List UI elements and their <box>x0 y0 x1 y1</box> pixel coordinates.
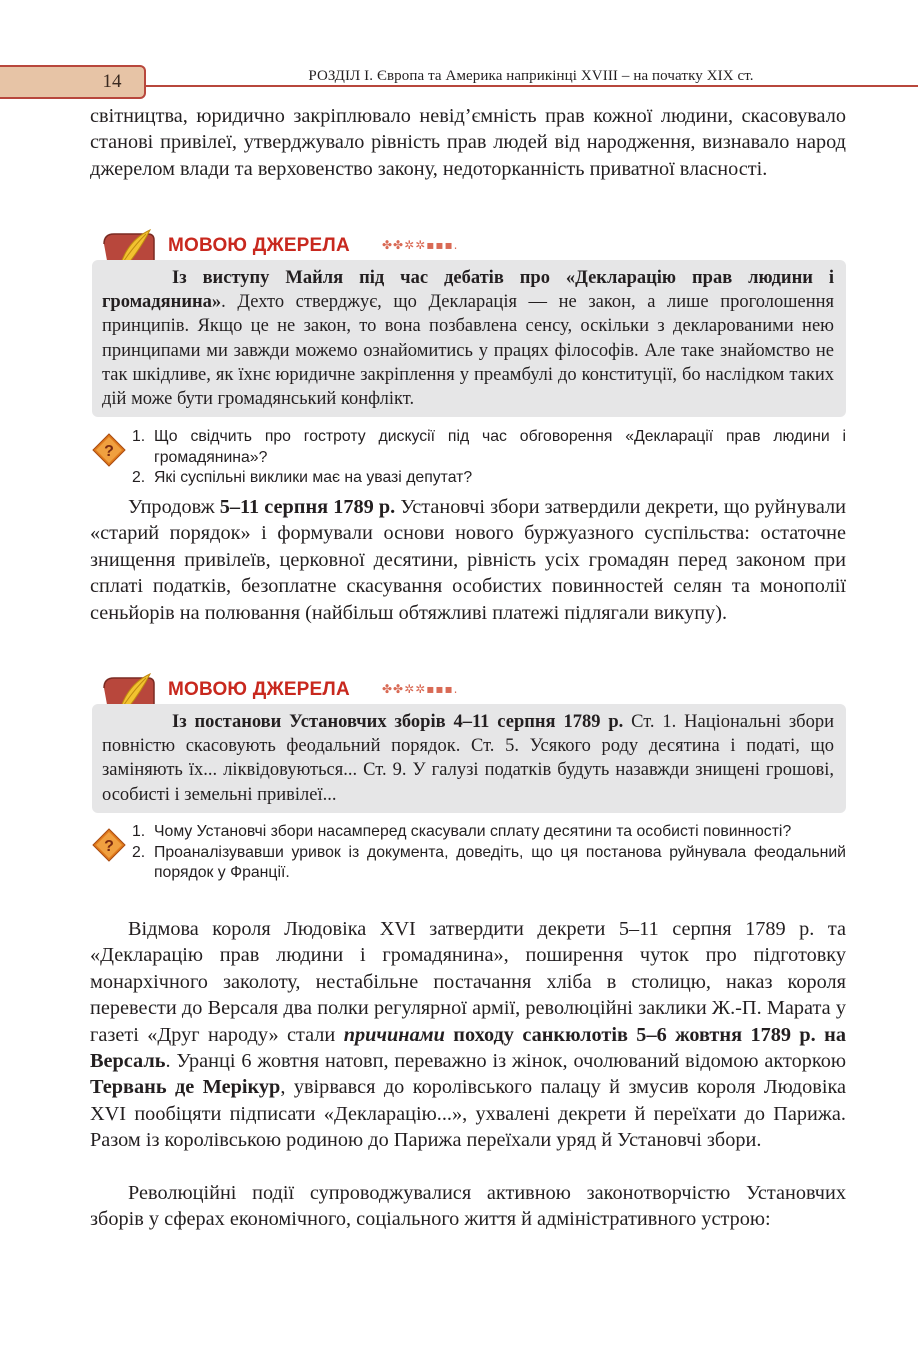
source-text: Ст. 1. Національні збори повністю скасовують феодальний порядок. Ст. 5. Усякого роду десятина і податі, що заміняють їх... ліквідовуються... Ст. 9. У галузі податків будуть назавжди знищені грошові, особисті і земельні привілеї... <box>102 712 834 805</box>
svg-text:?: ? <box>104 443 114 460</box>
ornament-dots: ✤✤✲✲▪▪▪. <box>382 238 459 252</box>
source-label: МОВОЮ ДЖЕРЕЛА <box>168 235 350 256</box>
running-header-title: РОЗДІЛ І. Європа та Америка наприкінці XVIII – на початку XIX ст. <box>308 68 754 84</box>
question-diamond-icon <box>92 433 126 467</box>
source-text: . Дехто стверджує, що Декларація — не закон, а лише проголошення принципів. Якщо це не закон, то вона позбавлена сенсу, оскільки з декларованими нею принципами ми завжди можемо ознайомитись у працях філософів. Але таке знайомство не так шкідливе, як їхнє юридичне закріплення у преамбулі до конституції, бо наслідком таких дій може бути громадянський конфлікт. <box>102 292 834 410</box>
list-item: 1. Чому Установчі збори насамперед скасували сплату десятини та особисті повинності? <box>132 823 792 840</box>
source-quote-box-2 <box>92 704 846 813</box>
emphasis-causes: причинами <box>343 1023 445 1046</box>
intro-text: світництва, юридично закріплювало невід’ємність прав кожної людини, скасовувало станові привілеї, утверджувало рівність прав людей від народження, визнавало народ джерелом влади та верховенство закону, недоторканність приватної власності. <box>90 105 846 180</box>
list-item: 1. Що свідчить про гостроту дискусії під час обговорення «Декларації прав людини і громадянина»? <box>132 428 846 466</box>
source-title: Із виступу Майля під час дебатів про «Декларацію прав людини і громадянина» <box>102 268 834 313</box>
bold-march: походу санкюлотів 5–6 жовтня 1789 р. на Версаль <box>90 1023 846 1073</box>
paragraph-3: Відмова короля Людовіка XVI затвердити декрети 5–11 серпня 1789 р. та «Декларацію прав людини і громадянина», поширення чуток про підготовку монархічного заколоту, нестабільне постачання хліба в столицю, наказ короля перевести до Версаля два полки регулярної армії, революційні заклики Ж.-П. Марата у газеті «Друг народу» стали причинами походу санкюлотів 5–6 жовтня 1789 р. на Версаль. Уранці 6 жовтня натовп, переважно із жінок, очолюваний відомою акторкою Тервань де Мерікур, увірвався до королівського палацу й змусив короля Людовіка XVI пообіцяти підписати «Декларацію...», ухвалені декрети й переїхати до Парижа. Разом із королівською родиною до Парижа переїхали уряд й Установчі збори. <box>90 918 846 1152</box>
source-quote-box-1 <box>92 260 846 417</box>
page-number: 14 <box>102 71 122 92</box>
list-item: 2. Проаналізувавши уривок із документа, доведіть, що ця постанова руйнувала феодальний порядок у Франції. <box>132 843 846 881</box>
ornament-dots: ✤✤✲✲▪▪▪. <box>382 682 459 696</box>
svg-text:?: ? <box>104 838 114 855</box>
list-item: 2. Які суспільні виклики має на увазі депутат? <box>132 469 473 486</box>
source-label: МОВОЮ ДЖЕРЕЛА <box>168 679 350 700</box>
intro-paragraph <box>90 103 846 182</box>
source-title: Із постанови Установчих зборів 4–11 серпня 1789 р. <box>172 712 624 732</box>
date-highlight: 5–11 серпня 1789 р. <box>219 496 396 518</box>
paragraph-4: Революційні події супроводжувалися активною законотворчістю Установчих зборів у сферах економічного, соціального життя й адміністративного устрою: <box>90 1182 846 1231</box>
bold-name: Тервань де Мерікур <box>90 1076 281 1099</box>
questions-block-1 <box>92 427 846 489</box>
paragraph-2: Упродовж 5–11 серпня 1789 р. Установчі збори затвердили декрети, що руйнували «старий порядок» і формували основи нового буржуазного суспільства: остаточне знищення привілеїв, церковної десятини, рівність усіх громадян перед законом при сплаті податків, безоплатне скасування особистих повинностей селян та монополії сеньйорів на полювання (найбільш обтяжливі платежі підлягали викупу). <box>90 496 846 624</box>
question-diamond-icon <box>92 828 126 862</box>
questions-block-2 <box>92 822 846 884</box>
